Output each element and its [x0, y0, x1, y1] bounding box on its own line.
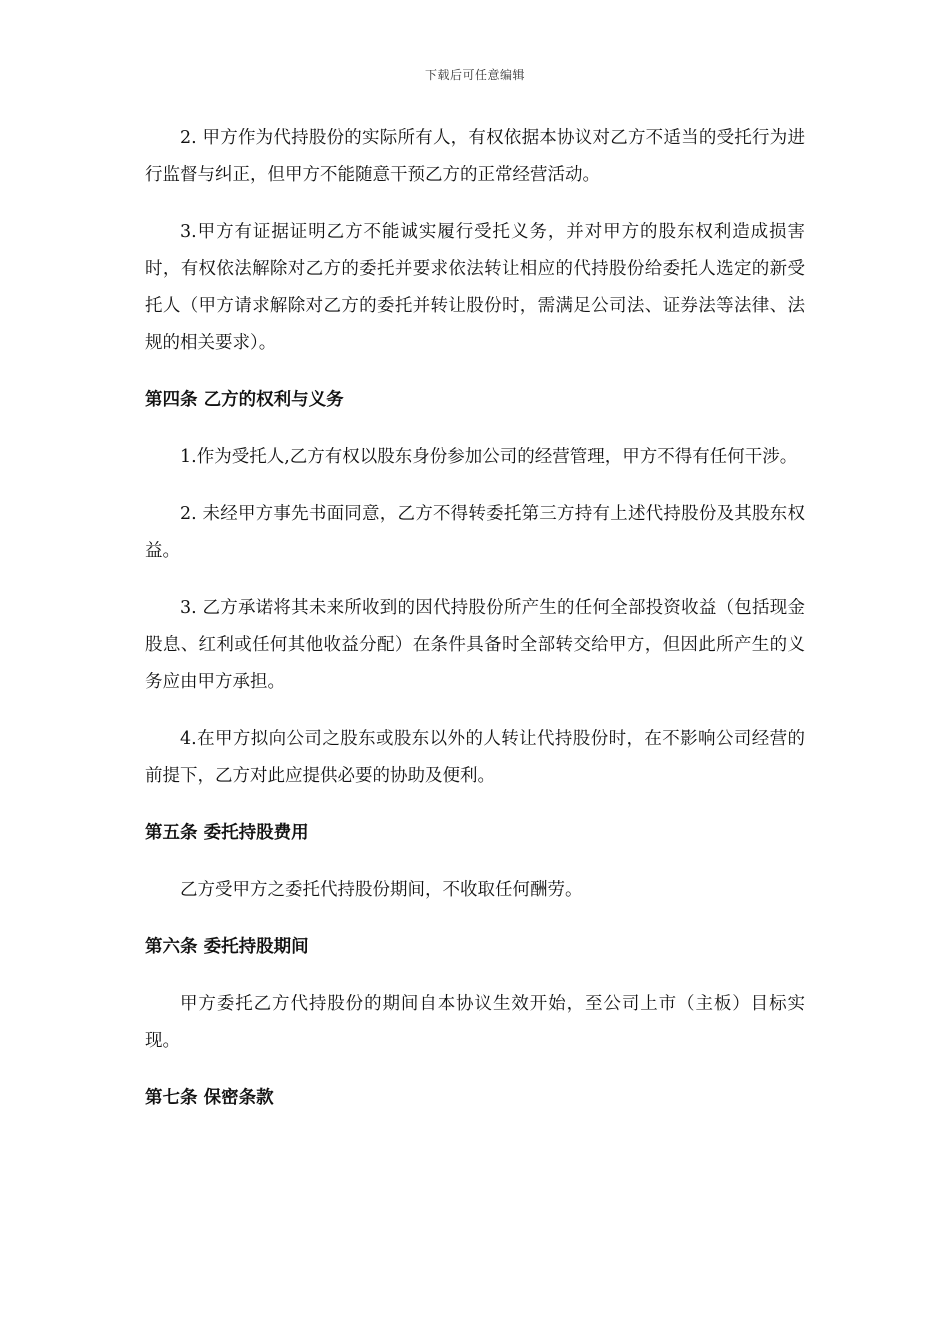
- paragraph-clause-4-item-1: 1.作为受托人,乙方有权以股东身份参加公司的经营管理，甲方不得有任何干涉。: [180, 447, 798, 467]
- heading-clause-7: 第七条 保密条款: [145, 1088, 274, 1108]
- heading-clause-6: 第六条 委托持股期间: [145, 937, 309, 957]
- paragraph-clause-4-item-2: 2. 未经甲方事先书面同意，乙方不得转委托第三方持有上述代持股份及其股东权益。: [145, 504, 805, 561]
- paragraph-clause-4-item-3: 3. 乙方承诺将其未来所收到的因代持股份所产生的任何全部投资收益（包括现金股息、红利或任何其他收益分配）在条件具备时全部转交给甲方，但因此所产生的义务应由甲方承担。: [145, 598, 805, 692]
- paragraph-clause-6: 甲方委托乙方代持股份的期间自本协议生效开始，至公司上市（主板）目标实现。: [145, 994, 805, 1051]
- heading-clause-4: 第四条 乙方的权利与义务: [145, 390, 344, 410]
- page-header: 下载后可任意编辑: [424, 68, 525, 82]
- heading-clause-5: 第五条 委托持股费用: [145, 823, 309, 843]
- paragraph-clause-3-item-2: 2. 甲方作为代持股份的实际所有人，有权依据本协议对乙方不适当的受托行为进行监督与纠正，但甲方不能随意干预乙方的正常经营活动。: [145, 128, 805, 185]
- paragraph-clause-4-item-4: 4.在甲方拟向公司之股东或股东以外的人转让代持股份时，在不影响公司经营的前提下，乙方对此应提供必要的协助及便利。: [145, 729, 805, 786]
- document-body: [145, 120, 805, 1137]
- paragraph-clause-3-item-3: 3.甲方有证据证明乙方不能诚实履行受托义务，并对甲方的股东权利造成损害时，有权依法解除对乙方的委托并要求依法转让相应的代持股份给委托人选定的新受托人（甲方请求解除对乙方的委托并转让股份时，需满足公司法、证券法等法律、法规的相关要求）。: [145, 222, 805, 353]
- paragraph-clause-5: 乙方受甲方之委托代持股份期间，不收取任何酬劳。: [180, 880, 583, 900]
